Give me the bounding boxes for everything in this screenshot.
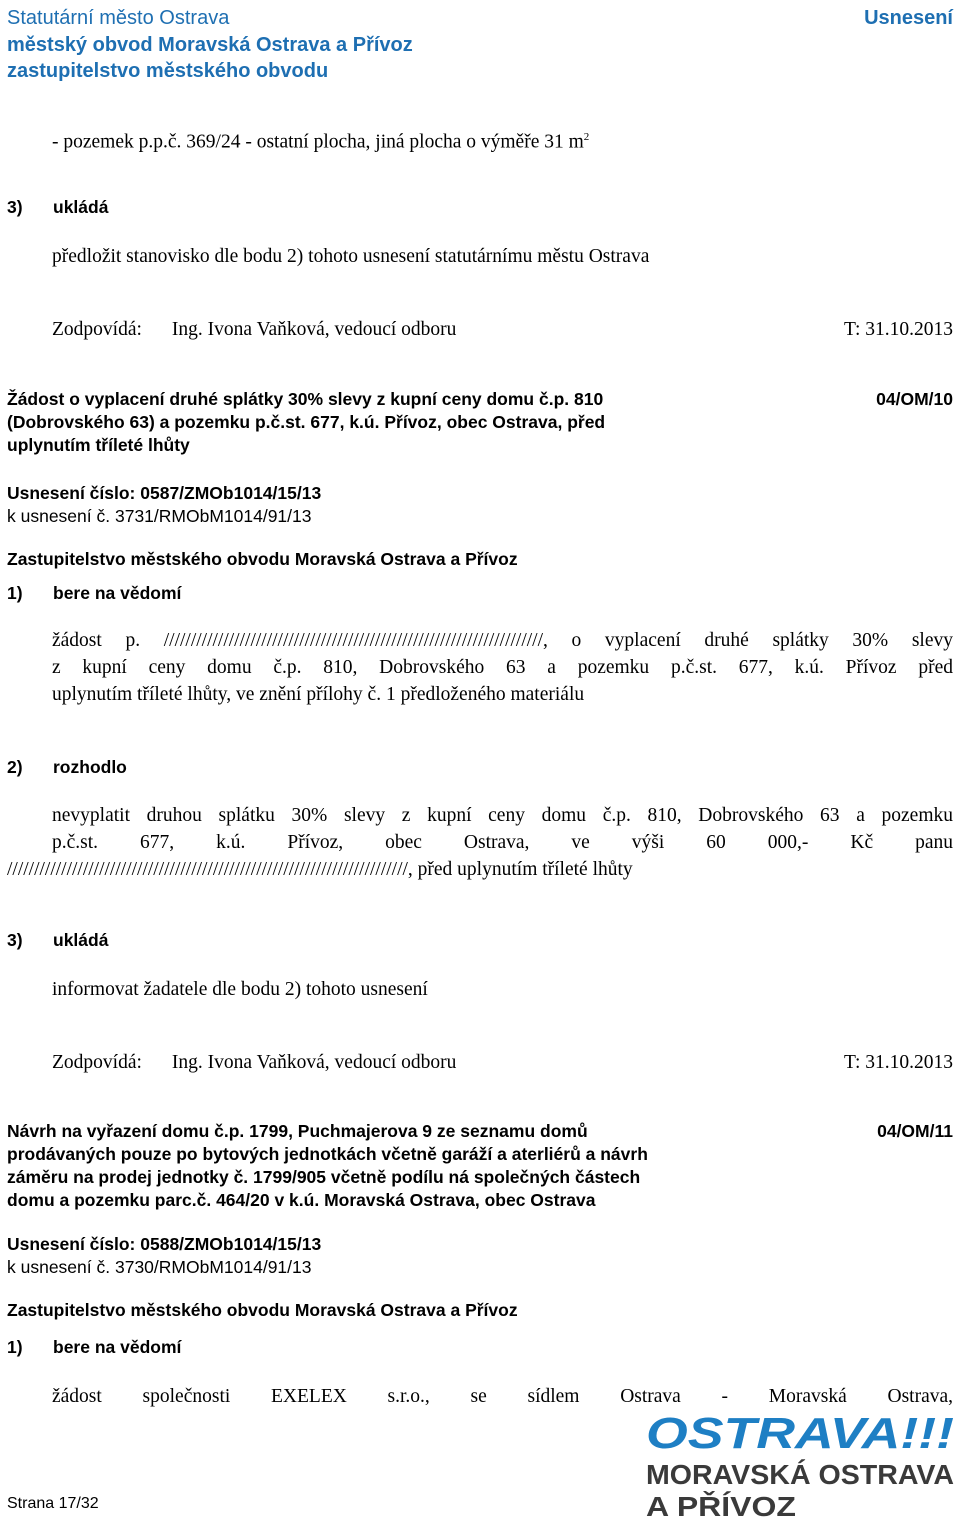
council-name: Zastupitelstvo městského obvodu Moravská Ostrava a Přívoz (7, 549, 518, 569)
svg-text:MORAVSKÁ OSTRAVA: MORAVSKÁ OSTRAVA (646, 1459, 954, 1490)
svg-text:A PŘÍVOZ: A PŘÍVOZ (646, 1491, 796, 1518)
section-2-text: nevyplatit druhou splátku 30% slevy z kupní ceny domu č.p. 810, Dobrovského 63 a pozemku p.č.st. 677, k.ú. Přívoz, obec Ostrava, ve výši 60 000,- Kč panu (52, 805, 953, 853)
responsibility-row (52, 1049, 953, 1076)
resp-label: Zodpovídá: (52, 1052, 142, 1073)
resolution-title: Žádost o vyplacení druhé splátky 30% slevy z kupní ceny domu č.p. 810 (Dobrovského 63) a pozemku p.č.st. 677, k.ú. Přívoz, obec Ostrava, před uplynutím tříleté lhůty (7, 389, 606, 455)
resolution-number: Usnesení číslo: 0587/ZMOb1014/15/13 (7, 483, 322, 503)
council-name: Zastupitelstvo městského obvodu Moravská Ostrava a Přívoz (7, 1300, 518, 1320)
section-3-heading: 3) ukládá (7, 930, 109, 950)
section-1-heading: 1) bere na vědomí (7, 1337, 182, 1357)
resolution-reference: k usnesení č. 3730/RMObM1014/91/13 (7, 1257, 312, 1277)
resp-label: Zodpovídá: (52, 319, 142, 340)
resp-term: T: 31.10.2013 (844, 1052, 953, 1073)
resp-name: Ing. Ivona Vaňková, vedoucí odboru (171, 1052, 457, 1073)
resolution-code: 04/OM/10 (876, 389, 953, 409)
resp-name: Ing. Ivona Vaňková, vedoucí odboru (171, 319, 457, 340)
resolution-title: Návrh na vyřazení domu č.p. 1799, Puchmajerova 9 ze seznamu domů prodávaných pouze po bytových jednotkách včetně garáží a aterliérů a návrh záměru na prodej jednotky č. 1799/905 včetně podílu ná společných částech domu a pozemku parc.č. 464/20 v k.ú. Moravská Ostrava, obec Ostrava (7, 1121, 648, 1210)
ostrava-logo (646, 1408, 958, 1518)
header-district: městský obvod Moravská Ostrava a Přívoz (7, 34, 413, 56)
section-2-heading: 2) rozhodlo (7, 757, 127, 777)
section-1-heading: 1) bere na vědomí (7, 583, 182, 603)
section-2-text-end: //////////////////////////////////////////////////////////////////////////, před uplynutím tříleté lhůty (7, 859, 633, 880)
svg-text:OSTRAVA!!!: OSTRAVA!!! (646, 1409, 954, 1458)
page-number: Strana 17/32 (7, 1495, 99, 1512)
section-3-text: informovat žadatele dle bodu 2) tohoto usnesení (52, 979, 428, 1000)
resolution-reference: k usnesení č. 3731/RMObM1014/91/13 (7, 506, 312, 526)
section-1-text: žádost p. //////////////////////////////////////////////////////////////////////, o vyplacení druhé splátky 30% slevy z kupní ceny domu č.p. 810, Dobrovského 63 a pozemku p.č.st. 677, k.ú. Přívoz před uplynutím tříleté lhůty, ve znění přílohy č. 1 předloženého materiálu (52, 630, 953, 705)
section-3-text: předložit stanovisko dle bodu 2) tohoto usnesení statutárnímu městu Ostrava (52, 246, 650, 267)
ostrava-logo-graphic (646, 1408, 958, 1518)
item-line: - pozemek p.p.č. 369/24 - ostatní plocha, jiná plocha o výměře 31 $m^2$ (52, 131, 590, 153)
section-3-heading: 3) ukládá (7, 197, 109, 217)
responsibility-row (52, 316, 953, 343)
header-doc-type: Usnesení (864, 7, 953, 29)
resp-term: T: 31.10.2013 (844, 319, 953, 340)
header-city: Statutární město Ostrava (7, 7, 230, 29)
header-body: zastupitelstvo městského obvodu (7, 60, 329, 82)
resolution-code: 04/OM/11 (877, 1121, 953, 1141)
section-1-text: žádost společnosti EXELEX s.r.o., se sídlem Ostrava - Moravská Ostrava, (52, 1386, 953, 1407)
resolution-number: Usnesení číslo: 0588/ZMOb1014/15/13 (7, 1234, 322, 1254)
